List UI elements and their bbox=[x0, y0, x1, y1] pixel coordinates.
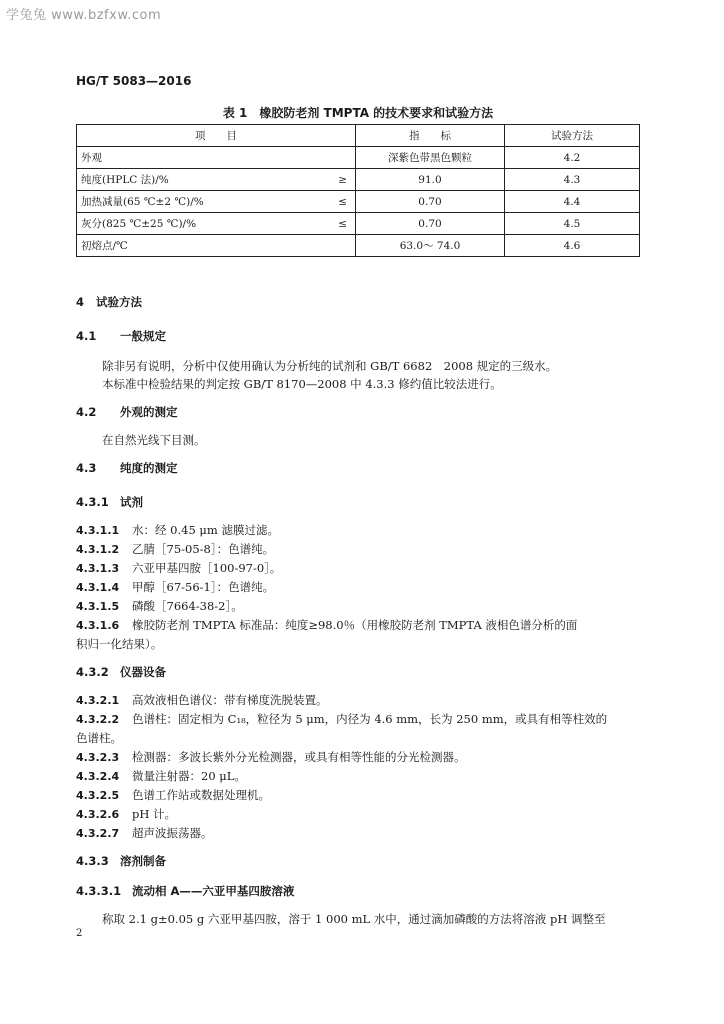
row-item: 纯度(HPLC 法)/% bbox=[77, 169, 320, 191]
paragraph: 本标准中检验结果的判定按 GB/T 8170—2008 中 4.3.3 修约值比较法进行。 bbox=[102, 377, 502, 391]
item-number: 4.3.2.2 bbox=[76, 713, 120, 726]
section-number: 4 bbox=[76, 295, 85, 309]
item-number: 4.3.2.4 bbox=[76, 770, 120, 783]
row-item: 加热减量(65 ℃±2 ℃)/% bbox=[77, 191, 320, 213]
list-item bbox=[76, 579, 274, 595]
item-number: 4.3.1.6 bbox=[76, 619, 120, 632]
section-number: 4.2 bbox=[76, 405, 97, 419]
item-continuation: 色谱柱。 bbox=[76, 731, 122, 745]
watermark: 学兔兔 www.bzfxw.com bbox=[6, 8, 162, 23]
section-title: 纯度的测定 bbox=[120, 461, 178, 475]
item-text: 甲醇［67-56-1］：色谱纯。 bbox=[132, 580, 275, 594]
item-text: 磷酸［7664-38-2］。 bbox=[132, 599, 243, 613]
section-title: 试验方法 bbox=[96, 295, 142, 309]
item-number: 4.3.2.1 bbox=[76, 694, 120, 707]
section-heading-4 bbox=[76, 294, 142, 310]
section-heading-4-3-3-1 bbox=[76, 883, 294, 899]
item-number: 4.3.1.2 bbox=[76, 543, 120, 556]
item-text: 橡胶防老剂 TMPTA 标准品：纯度≥98.0％（用橡胶防老剂 TMPTA 液相色谱分析的面 bbox=[132, 618, 578, 632]
item-text: 微量注射器：20 μL。 bbox=[132, 769, 246, 783]
item-text: 检测器：多波长紫外分光检测器，或具有相等性能的分光检测器。 bbox=[132, 750, 466, 764]
row-op bbox=[319, 235, 356, 257]
row-method: 4.2 bbox=[505, 147, 640, 169]
section-number: 4.3 bbox=[76, 461, 97, 475]
section-title: 仪器设备 bbox=[120, 665, 166, 679]
row-item: 灰分(825 ℃±25 ℃)/% bbox=[77, 213, 320, 235]
section-heading-4-3-2 bbox=[76, 664, 166, 680]
list-item bbox=[76, 617, 577, 633]
row-op: ≥ bbox=[319, 169, 356, 191]
section-title: 外观的测定 bbox=[120, 405, 178, 419]
row-value: 0.70 bbox=[356, 191, 505, 213]
list-item bbox=[76, 541, 274, 557]
list-item bbox=[76, 692, 328, 708]
section-number: 4.3.3.1 bbox=[76, 884, 122, 898]
paragraph: 除非另有说明，分析中仅使用确认为分析纯的试剂和 GB/T 6682 2008 规定的三级水。 bbox=[102, 359, 558, 373]
list-item bbox=[76, 598, 243, 614]
item-number: 4.3.2.5 bbox=[76, 789, 120, 802]
table-title: 表 1 橡胶防老剂 TMPTA 的技术要求和试验方法 bbox=[222, 106, 494, 120]
section-title: 溶剂制备 bbox=[120, 854, 166, 868]
section-heading-4-3-1 bbox=[76, 494, 143, 510]
spec-table bbox=[76, 124, 640, 257]
header-spec: 指 标 bbox=[356, 125, 505, 147]
section-title: 一般规定 bbox=[120, 329, 166, 343]
section-heading-4-3 bbox=[76, 460, 178, 476]
row-value: 深紫色带黑色颗粒 bbox=[356, 147, 505, 169]
section-number: 4.3.1 bbox=[76, 495, 109, 509]
list-item bbox=[76, 787, 270, 803]
item-number: 4.3.2.7 bbox=[76, 827, 120, 840]
item-number: 4.3.2.6 bbox=[76, 808, 120, 821]
row-op: ≤ bbox=[319, 213, 356, 235]
table-header-row bbox=[77, 125, 640, 147]
item-text: 高效液相色谱仪：带有梯度洗脱装置。 bbox=[132, 693, 328, 707]
list-item bbox=[76, 560, 281, 576]
section-heading-4-2 bbox=[76, 404, 178, 420]
item-text: 色谱工作站或数据处理机。 bbox=[132, 788, 270, 802]
item-text: 超声波振荡器。 bbox=[132, 826, 213, 840]
table-row bbox=[77, 235, 640, 257]
row-method: 4.6 bbox=[505, 235, 640, 257]
row-item: 外观 bbox=[77, 147, 320, 169]
table-row bbox=[77, 191, 640, 213]
section-heading-4-3-3 bbox=[76, 853, 166, 869]
row-method: 4.5 bbox=[505, 213, 640, 235]
row-value: 91.0 bbox=[356, 169, 505, 191]
section-number: 4.3.3 bbox=[76, 854, 109, 868]
item-number: 4.3.1.3 bbox=[76, 562, 120, 575]
row-op: ≤ bbox=[319, 191, 356, 213]
row-method: 4.3 bbox=[505, 169, 640, 191]
item-number: 4.3.2.3 bbox=[76, 751, 120, 764]
table-row bbox=[77, 169, 640, 191]
list-item bbox=[76, 768, 246, 784]
item-text: 水：经 0.45 μm 滤膜过滤。 bbox=[132, 523, 279, 537]
standard-code: HG/T 5083—2016 bbox=[76, 74, 192, 88]
section-title: 流动相 A——六亚甲基四胺溶液 bbox=[132, 884, 295, 898]
item-text: pH 计。 bbox=[132, 807, 177, 821]
item-number: 4.3.1.1 bbox=[76, 524, 120, 537]
row-method: 4.4 bbox=[505, 191, 640, 213]
item-number: 4.3.1.5 bbox=[76, 600, 120, 613]
header-method: 试验方法 bbox=[505, 125, 640, 147]
list-item bbox=[76, 806, 176, 822]
paragraph: 称取 2.1 g±0.05 g 六亚甲基四胺，溶于 1 000 mL 水中，通过滴加磷酸的方法将溶液 pH 调整至 bbox=[102, 912, 606, 926]
row-item: 初熔点/℃ bbox=[77, 235, 320, 257]
list-item bbox=[76, 711, 607, 727]
page-number: 2 bbox=[76, 928, 83, 939]
list-item bbox=[76, 749, 466, 765]
section-heading-4-1 bbox=[76, 328, 166, 344]
header-item: 项 目 bbox=[77, 125, 356, 147]
section-number: 4.3.2 bbox=[76, 665, 109, 679]
item-text: 六亚甲基四胺［100-97-0］。 bbox=[132, 561, 282, 575]
item-continuation: 积归一化结果）。 bbox=[76, 637, 163, 651]
table-row bbox=[77, 147, 640, 169]
row-value: 63.0～ 74.0 bbox=[356, 235, 505, 257]
list-item bbox=[76, 825, 213, 841]
list-item bbox=[76, 522, 279, 538]
item-text: 乙腈［75-05-8］：色谱纯。 bbox=[132, 542, 275, 556]
item-number: 4.3.1.4 bbox=[76, 581, 120, 594]
paragraph: 在自然光线下目测。 bbox=[102, 433, 206, 447]
section-number: 4.1 bbox=[76, 329, 97, 343]
section-title: 试剂 bbox=[120, 495, 143, 509]
row-value: 0.70 bbox=[356, 213, 505, 235]
row-op bbox=[319, 147, 356, 169]
item-text: 色谱柱：固定相为 C₁₈，粒径为 5 μm，内径为 4.6 mm，长为 250 mm，或具有相等柱效的 bbox=[132, 712, 608, 726]
table-row bbox=[77, 213, 640, 235]
